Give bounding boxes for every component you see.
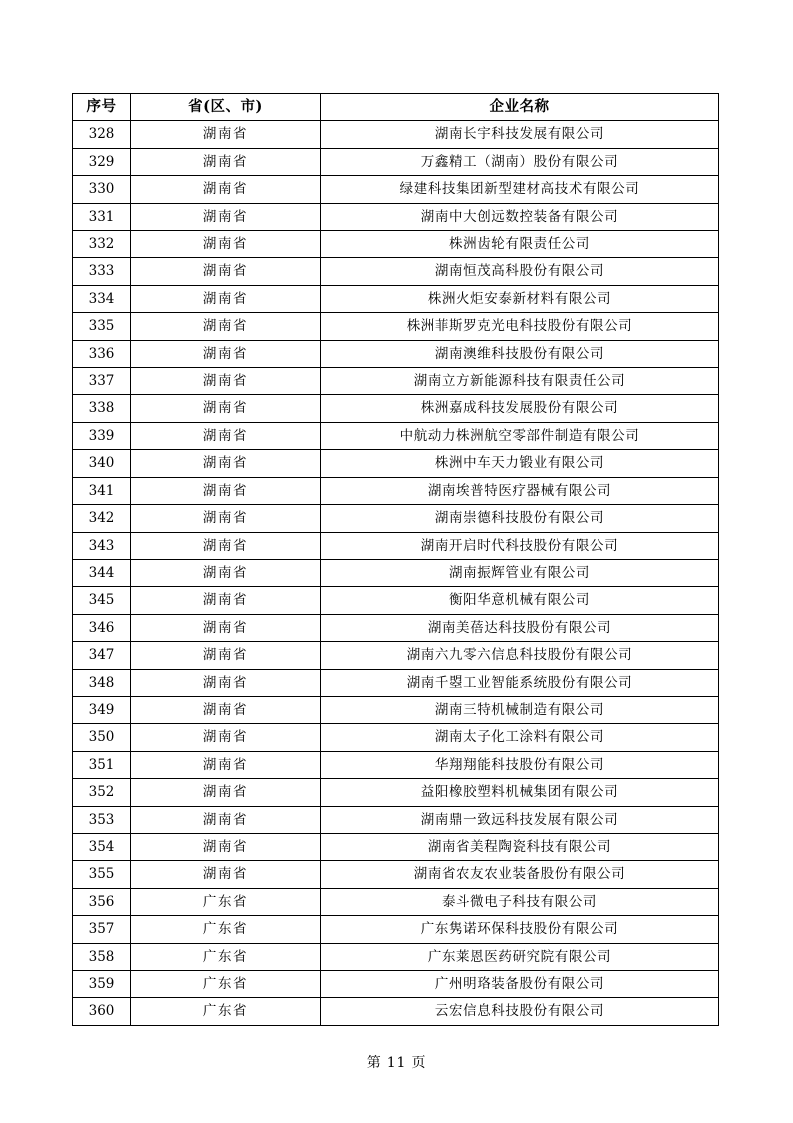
cell-province: 湖南省	[131, 861, 321, 888]
cell-company-name: 湖南三特机械制造有限公司	[321, 696, 719, 723]
cell-company-name: 湖南恒茂高科股份有限公司	[321, 258, 719, 285]
cell-sequence: 344	[73, 559, 131, 586]
cell-province: 湖南省	[131, 751, 321, 778]
cell-province: 湖南省	[131, 559, 321, 586]
cell-sequence: 329	[73, 148, 131, 175]
table-row	[73, 916, 719, 943]
cell-company-name: 益阳橡胶塑料机械集团有限公司	[321, 779, 719, 806]
table-row	[73, 971, 719, 998]
table-row	[73, 642, 719, 669]
cell-sequence: 353	[73, 806, 131, 833]
cell-company-name: 云宏信息科技股份有限公司	[321, 998, 719, 1025]
cell-sequence: 342	[73, 505, 131, 532]
table-header-row	[73, 94, 719, 121]
cell-company-name: 华翔翔能科技股份有限公司	[321, 751, 719, 778]
table-row	[73, 231, 719, 258]
cell-sequence: 357	[73, 916, 131, 943]
cell-province: 湖南省	[131, 203, 321, 230]
cell-province: 湖南省	[131, 696, 321, 723]
cell-sequence: 335	[73, 313, 131, 340]
cell-company-name: 湖南长宇科技发展有限公司	[321, 121, 719, 148]
cell-province: 湖南省	[131, 724, 321, 751]
cell-sequence: 343	[73, 532, 131, 559]
cell-province: 广东省	[131, 916, 321, 943]
table-row	[73, 943, 719, 970]
table-row	[73, 587, 719, 614]
cell-province: 湖南省	[131, 450, 321, 477]
cell-province: 湖南省	[131, 806, 321, 833]
cell-sequence: 339	[73, 422, 131, 449]
cell-province: 湖南省	[131, 395, 321, 422]
cell-province: 湖南省	[131, 532, 321, 559]
table-row	[73, 532, 719, 559]
cell-province: 湖南省	[131, 614, 321, 641]
table-row	[73, 340, 719, 367]
cell-sequence: 338	[73, 395, 131, 422]
cell-sequence: 348	[73, 669, 131, 696]
cell-province: 广东省	[131, 943, 321, 970]
table-row	[73, 614, 719, 641]
table-row	[73, 779, 719, 806]
cell-province: 广东省	[131, 998, 321, 1025]
page-number-footer: 第 11 页	[366, 1055, 427, 1071]
cell-company-name: 湖南六九零六信息科技股份有限公司	[321, 642, 719, 669]
cell-province: 湖南省	[131, 833, 321, 860]
table-row	[73, 751, 719, 778]
table-row	[73, 669, 719, 696]
cell-province: 湖南省	[131, 313, 321, 340]
table-row	[73, 285, 719, 312]
cell-sequence: 341	[73, 477, 131, 504]
cell-sequence: 331	[73, 203, 131, 230]
table-row	[73, 203, 719, 230]
cell-sequence: 333	[73, 258, 131, 285]
cell-sequence: 359	[73, 971, 131, 998]
cell-company-name: 湖南太子化工涂料有限公司	[321, 724, 719, 751]
table-row	[73, 450, 719, 477]
cell-company-name: 株洲齿轮有限责任公司	[321, 231, 719, 258]
cell-sequence: 337	[73, 368, 131, 395]
cell-sequence: 351	[73, 751, 131, 778]
enterprise-list-table	[72, 93, 719, 1026]
cell-sequence: 340	[73, 450, 131, 477]
cell-company-name: 广东莱恩医药研究院有限公司	[321, 943, 719, 970]
table-row	[73, 998, 719, 1025]
table-row	[73, 368, 719, 395]
cell-province: 广东省	[131, 888, 321, 915]
column-header-company: 企业名称	[321, 94, 719, 121]
cell-sequence: 355	[73, 861, 131, 888]
cell-province: 湖南省	[131, 148, 321, 175]
table-row	[73, 696, 719, 723]
table-row	[73, 888, 719, 915]
table-row	[73, 559, 719, 586]
cell-sequence: 356	[73, 888, 131, 915]
cell-province: 湖南省	[131, 231, 321, 258]
cell-province: 湖南省	[131, 368, 321, 395]
cell-sequence: 336	[73, 340, 131, 367]
table-header	[73, 94, 719, 121]
cell-company-name: 湖南澳维科技股份有限公司	[321, 340, 719, 367]
cell-sequence: 360	[73, 998, 131, 1025]
cell-company-name: 湖南省农友农业装备股份有限公司	[321, 861, 719, 888]
cell-province: 湖南省	[131, 176, 321, 203]
cell-company-name: 湖南埃普特医疗器械有限公司	[321, 477, 719, 504]
table-row	[73, 833, 719, 860]
cell-province: 湖南省	[131, 477, 321, 504]
cell-province: 湖南省	[131, 642, 321, 669]
column-header-province: 省(区、市)	[131, 94, 321, 121]
table-body	[73, 121, 719, 1025]
table-row	[73, 724, 719, 751]
cell-sequence: 334	[73, 285, 131, 312]
table-row	[73, 477, 719, 504]
cell-sequence: 345	[73, 587, 131, 614]
cell-sequence: 350	[73, 724, 131, 751]
cell-company-name: 湖南开启时代科技股份有限公司	[321, 532, 719, 559]
cell-province: 湖南省	[131, 587, 321, 614]
table-row	[73, 395, 719, 422]
cell-sequence: 358	[73, 943, 131, 970]
cell-province: 湖南省	[131, 340, 321, 367]
cell-province: 湖南省	[131, 121, 321, 148]
cell-sequence: 349	[73, 696, 131, 723]
cell-sequence: 354	[73, 833, 131, 860]
table-row	[73, 258, 719, 285]
cell-company-name: 株洲嘉成科技发展股份有限公司	[321, 395, 719, 422]
column-header-sequence: 序号	[73, 94, 131, 121]
cell-company-name: 泰斗微电子科技有限公司	[321, 888, 719, 915]
cell-province: 湖南省	[131, 422, 321, 449]
cell-province: 湖南省	[131, 669, 321, 696]
cell-sequence: 330	[73, 176, 131, 203]
table-row	[73, 313, 719, 340]
table-row	[73, 505, 719, 532]
cell-company-name: 湖南美蓓达科技股份有限公司	[321, 614, 719, 641]
cell-sequence: 347	[73, 642, 131, 669]
cell-company-name: 湖南中大创远数控装备有限公司	[321, 203, 719, 230]
cell-province: 湖南省	[131, 779, 321, 806]
table-row	[73, 422, 719, 449]
cell-province: 湖南省	[131, 505, 321, 532]
cell-company-name: 株洲火炬安泰新材料有限公司	[321, 285, 719, 312]
cell-company-name: 绿建科技集团新型建材高技术有限公司	[321, 176, 719, 203]
cell-sequence: 328	[73, 121, 131, 148]
cell-company-name: 万鑫精工（湖南）股份有限公司	[321, 148, 719, 175]
cell-sequence: 332	[73, 231, 131, 258]
cell-sequence: 352	[73, 779, 131, 806]
cell-company-name: 湖南立方新能源科技有限责任公司	[321, 368, 719, 395]
cell-province: 湖南省	[131, 258, 321, 285]
cell-province: 广东省	[131, 971, 321, 998]
cell-company-name: 湖南鼎一致远科技发展有限公司	[321, 806, 719, 833]
cell-company-name: 广州明珞装备股份有限公司	[321, 971, 719, 998]
cell-sequence: 346	[73, 614, 131, 641]
table-row	[73, 806, 719, 833]
cell-company-name: 株洲中车天力锻业有限公司	[321, 450, 719, 477]
cell-company-name: 湖南振辉管业有限公司	[321, 559, 719, 586]
table-row	[73, 861, 719, 888]
cell-company-name: 衡阳华意机械有限公司	[321, 587, 719, 614]
enterprise-list-table-container	[72, 93, 718, 1026]
cell-company-name: 中航动力株洲航空零部件制造有限公司	[321, 422, 719, 449]
cell-company-name: 湖南崇德科技股份有限公司	[321, 505, 719, 532]
cell-company-name: 广东隽诺环保科技股份有限公司	[321, 916, 719, 943]
cell-province: 湖南省	[131, 285, 321, 312]
cell-company-name: 株洲菲斯罗克光电科技股份有限公司	[321, 313, 719, 340]
table-row	[73, 148, 719, 175]
cell-company-name: 湖南千曌工业智能系统股份有限公司	[321, 669, 719, 696]
cell-company-name: 湖南省美程陶瓷科技有限公司	[321, 833, 719, 860]
table-row	[73, 121, 719, 148]
table-row	[73, 176, 719, 203]
